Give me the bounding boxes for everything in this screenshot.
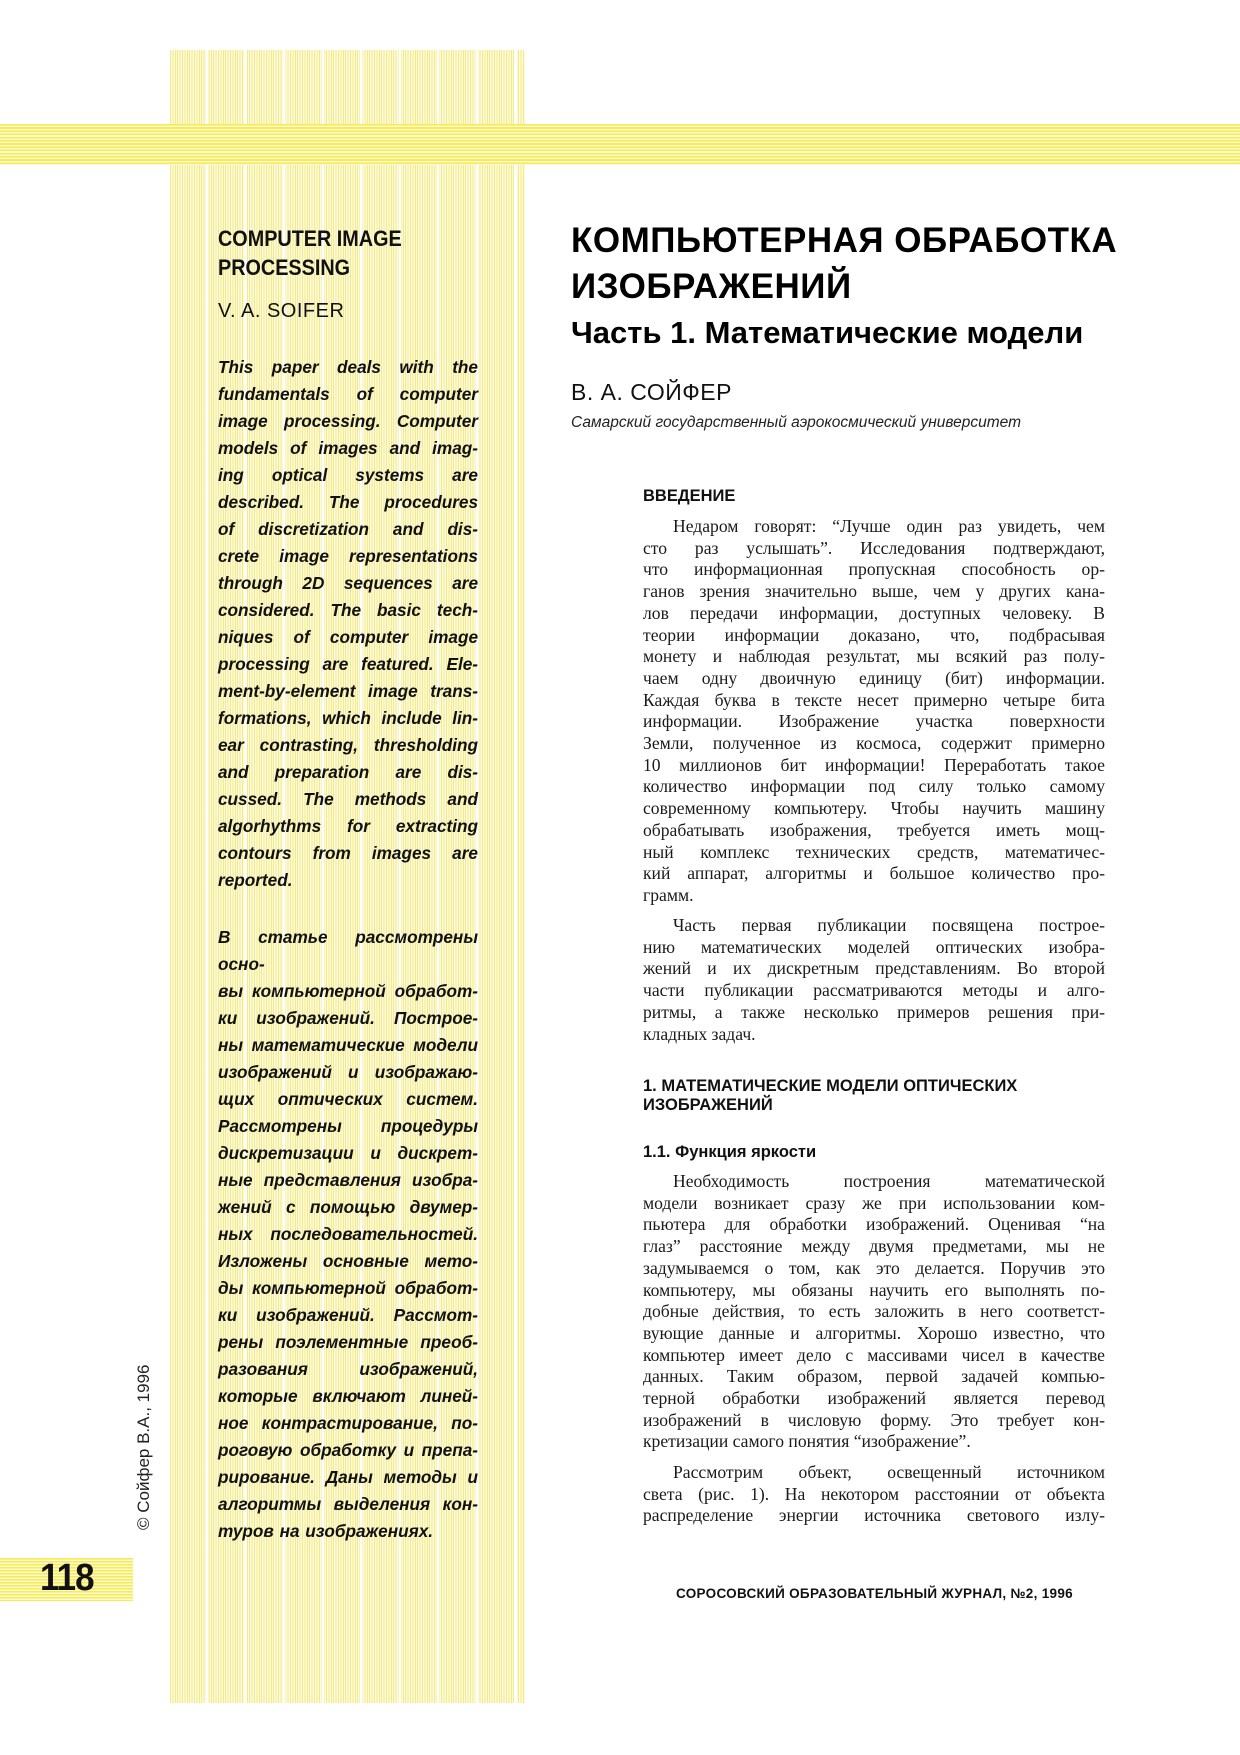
abstract-line: reported. (218, 870, 293, 890)
text-line: распределение энергии источника светового излу- (643, 1505, 1105, 1526)
heading-line: 1. МАТЕМАТИЧЕСКИЕ МОДЕЛИ ОПТИЧЕСКИХ (643, 1077, 1018, 1095)
text-line: света (рис. 1). На некотором расстоянии от объекта (643, 1483, 1105, 1504)
abstract-line: дискретизации и дискрет- (218, 1143, 478, 1163)
abstract-line: fundamentals of computer (218, 384, 478, 404)
abstract-line: image processing. Computer (218, 411, 478, 431)
author-affiliation: Самарский государственный аэрокосмический университет (571, 414, 1021, 431)
text-line: Часть первая публикации посвящена построе- (673, 915, 1105, 935)
text-line: лов передачи информации, доступных человеку. В (643, 602, 1105, 623)
text-line: современному компьютеру. Чтобы научить машину (643, 798, 1105, 819)
abstract-line: processing are featured. Ele- (218, 654, 478, 674)
copyright-notice: © Сойфер В.А., 1996 (134, 1364, 153, 1530)
text-line: 10 миллионов бит информации! Переработать такое (643, 754, 1105, 775)
text-line: Недаром говорят: “Лучше один раз увидеть, чем (673, 516, 1105, 536)
english-title-line: PROCESSING (218, 255, 351, 280)
section-heading-1-1: 1.1. Функция яркости (643, 1143, 817, 1161)
abstract-line: жений с помощью двумер- (218, 1197, 478, 1217)
text-line: добные действия, то есть заложить в него соответст- (643, 1301, 1105, 1322)
text-line: информации. Изображение участка поверхности (643, 711, 1105, 732)
russian-abstract (218, 924, 478, 1545)
paragraph (643, 1171, 1105, 1453)
abstract-line: щих оптических систем. (218, 1089, 478, 1109)
abstract-line: of discretization and dis- (218, 519, 478, 539)
text-line: теории информации доказано, что, подбрасывая (643, 624, 1105, 645)
abstract-line: ing optical systems are (218, 465, 478, 485)
text-line: данных. Таким образом, первой задачей компью- (643, 1366, 1105, 1387)
article-author: В. А. СОЙФЕР (571, 379, 732, 405)
abstract-line: cussed. The methods and (218, 789, 478, 809)
text-line: нию математических моделей оптических изобра- (643, 936, 1105, 957)
abstract-line: вы компьютерной обработ- (218, 981, 478, 1001)
article-title-line: ИЗОБРАЖЕНИЙ (571, 267, 852, 306)
text-line: задумываемся о том, как это делается. Поручив это (643, 1257, 1105, 1278)
abstract-line: This paper deals with the (218, 357, 478, 377)
text-line: количество информации под силу только самому (643, 776, 1105, 797)
english-author: V. A. SOIFER (218, 300, 345, 322)
paragraph (643, 1462, 1105, 1527)
page-number: 118 (40, 1557, 94, 1599)
text-line: жений и их дискретным представлениям. Во второй (643, 958, 1105, 979)
text-line: Необходимость построения математической (673, 1171, 1105, 1191)
english-title (218, 224, 488, 282)
abstract-line: ное контрастирование, по- (218, 1413, 478, 1433)
abstract-line: роговую обработку и препа- (218, 1440, 478, 1460)
text-line: модели возникает сразу же при использовании ком- (643, 1192, 1105, 1213)
abstract-line: разования изображений, (218, 1359, 478, 1379)
text-line: сто раз услышать”. Исследования подтверждают, (643, 537, 1105, 558)
abstract-line: рирование. Даны методы и (218, 1467, 478, 1487)
english-title-line: COMPUTER IMAGE (218, 226, 402, 251)
text-line: глаз” расстояние между двумя предметами, мы не (643, 1236, 1105, 1257)
paragraph (643, 915, 1105, 1045)
abstract-line: ных последовательностей. (218, 1224, 478, 1244)
abstract-line: ки изображений. Построе- (218, 1008, 478, 1028)
text-line: монету и наблюдая результат, мы всякий раз полу- (643, 646, 1105, 667)
english-abstract (218, 354, 478, 894)
article-subtitle: Часть 1. Математические модели (571, 315, 1084, 350)
abstract-line: ные представления изобра- (218, 1170, 478, 1190)
abstract-line: models of images and imag- (218, 438, 478, 458)
abstract-line: crete image representations (218, 546, 478, 566)
article-title-line: КОМПЬЮТЕРНАЯ ОБРАБОТКА (571, 221, 1118, 260)
abstract-line: изображений и изображаю- (218, 1062, 478, 1082)
abstract-line: and preparation are dis- (218, 762, 478, 782)
abstract-line: ны математические модели (218, 1035, 478, 1055)
abstract-line: Изложены основные мето- (218, 1251, 478, 1271)
text-line: Земли, полученное из космоса, содержит примерно (643, 733, 1105, 754)
text-line: Рассмотрим объект, освещенный источником (673, 1462, 1105, 1482)
text-line: пьютера для обработки изображений. Оценивая “на (643, 1214, 1105, 1235)
text-line: ритмы, а также несколько примеров решения при- (643, 1001, 1105, 1022)
text-line: Каждая буква в тексте несет примерно четыре бита (643, 689, 1105, 710)
text-line: компьютер имеет дело с массивами чисел в качестве (643, 1344, 1105, 1365)
abstract-line: contours from images are (218, 843, 478, 863)
abstract-line: Рассмотрены процедуры (218, 1116, 478, 1136)
abstract-line: В статье рассмотрены осно- (218, 927, 478, 974)
text-line: компьютеру, мы обязаны научить его выполнять по- (643, 1279, 1105, 1300)
abstract-line: niques of computer image (218, 627, 478, 647)
text-line: терной обработки изображений является перевод (643, 1388, 1105, 1409)
text-line: вующие данные и алгоритмы. Хорошо известно, что (643, 1322, 1105, 1343)
text-line: ганов зрения значительно выше, чем у других кана- (643, 581, 1105, 602)
text-line: ный комплекс технических средств, математичес- (643, 841, 1105, 862)
section-heading-introduction: ВВЕДЕНИЕ (643, 487, 736, 505)
decorative-yellow-band (0, 124, 1240, 165)
abstract-line: ear contrasting, thresholding (218, 735, 478, 755)
journal-footer: СОРОСОВСКИЙ ОБРАЗОВАТЕЛЬНЫЙ ЖУРНАЛ, №2, 1996 (676, 1586, 1073, 1601)
text-line: изображений в числовую форму. Это требует кон- (643, 1409, 1105, 1430)
abstract-line: considered. The basic tech- (218, 600, 478, 620)
text-line: грамм. (643, 884, 694, 905)
heading-line: ИЗОБРАЖЕНИЙ (643, 1096, 773, 1114)
section-heading-1 (643, 1077, 1113, 1115)
text-line: обрабатывать изображения, требуется иметь мощ- (643, 819, 1105, 840)
abstract-line: through 2D sequences are (218, 573, 478, 593)
article-title (571, 218, 1131, 310)
abstract-line: ment-by-element image trans- (218, 681, 478, 701)
text-line: кретизации самого понятия “изображение”. (643, 1431, 971, 1452)
text-line: кий аппарат, алгоритмы и большое количество про- (643, 863, 1105, 884)
abstract-line: алгоритмы выделения кон- (218, 1494, 478, 1514)
abstract-line: ды компьютерной обработ- (218, 1278, 478, 1298)
abstract-line: туров на изображениях. (218, 1521, 434, 1541)
abstract-line: ки изображений. Рассмот- (218, 1305, 478, 1325)
abstract-line: algorhythms for extracting (218, 816, 478, 836)
text-line: кладных задач. (643, 1023, 756, 1044)
text-line: что информационная пропускная способность ор- (643, 559, 1105, 580)
abstract-line: described. The procedures (218, 492, 478, 512)
paragraph (643, 516, 1105, 907)
abstract-line: formations, which include lin- (218, 708, 478, 728)
text-line: части публикации рассматриваются методы и алго- (643, 980, 1105, 1001)
text-line: чаем одну двоичную единицу (бит) информации. (643, 667, 1105, 688)
abstract-line: которые включают линей- (218, 1386, 478, 1406)
abstract-line: рены поэлементные преоб- (218, 1332, 478, 1352)
